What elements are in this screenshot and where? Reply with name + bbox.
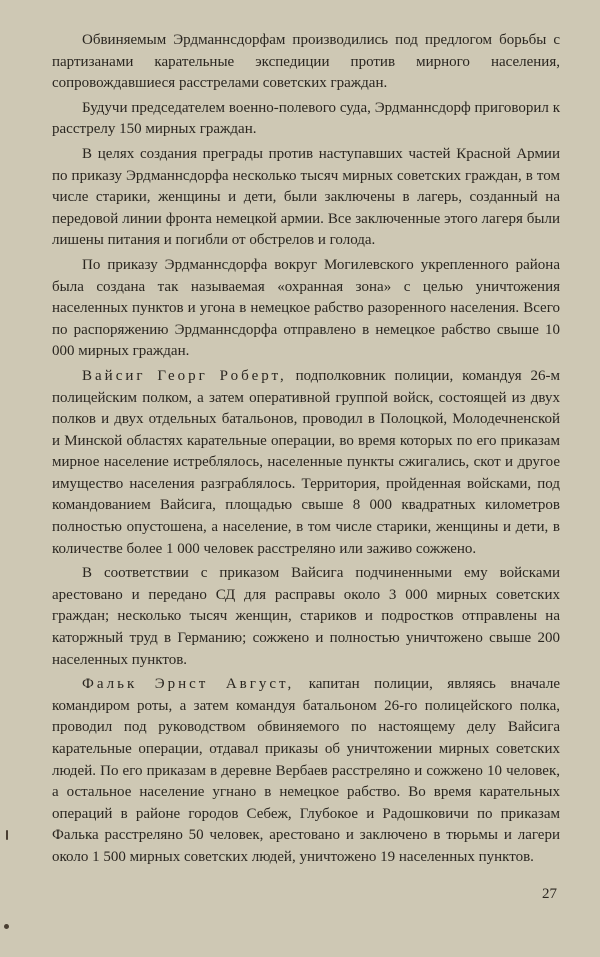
paragraph-4: [52, 255, 560, 363]
paragraph-7: [52, 674, 560, 868]
paragraph-5: [52, 366, 560, 560]
defendant-name-weissig: Вайсиг Георг Роберт,: [82, 367, 287, 384]
paragraph-6: [52, 563, 560, 671]
defendant-name-falk: Фальк Эрнст Август,: [82, 676, 295, 693]
paragraph-4-text: По приказу Эрдманнсдорфа вокруг Могилевского укрепленного района была создана так называемая «охранная зона» с целью уничтожения населенных пунктов и угона в немецкое рабство разоренного населения. Всего по распоряжению Эрдманнсдорфа отправлено в немецкое рабство свыше 10 000 мирных граждан.: [52, 256, 560, 360]
paragraph-1-text: Обвиняемым Эрдманнсдорфам производились под предлогом борьбы с партизанами карательные экспедиции против мирного населения, сопровождавшиеся расстрелами советских граждан.: [52, 32, 560, 92]
paragraph-3: [52, 144, 560, 252]
paragraph-2: [52, 98, 560, 141]
paragraph-2-text: Будучи председателем военно-полевого суда, Эрдманнсдорф приговорил к расстрелу 150 мирных граждан.: [52, 99, 560, 138]
paragraph-3-text: В целях создания преграды против наступавших частей Красной Армии по приказу Эрдманнсдорфа несколько тысяч мирных советских граждан, в том числе старики, женщины и дети, были заключены в лагерь, созданный на передовой линии фронта немецкой армии. Все заключенные этого лагеря были лишены питания и погибли от обстрелов и голода.: [52, 145, 560, 249]
paragraph-5-text: подполковник полиции, командуя 26-м полицейским полком, а затем оперативной группой войск, состоящей из двух полков и двух отдельных батальонов, проводил в Полоцкой, Молодечненской и Минской областях карательные операции, во время которых по его приказам мирное население истреблялось, населенные пункты сжигались, скот и другое имущество населения разграблялось. Территория, пройденная войсками, под командованием Вайсига, площадью свыше 8 000 квадратных километров полностью опустошена, а население, в том числе старики, женщины и дети, в количестве более 1 000 человек расстреляно или заживо сожжено.: [52, 367, 560, 557]
paragraph-7-text: капитан полиции, являясь вначале командиром роты, а затем командуя батальоном 26-го полицейского полка, проводил под руководством обвиняемого по настоящему делу Вайсига карательные операции, отдавал приказы об уничтожении мирных советских людей. По его приказам в деревне Вербаев расстреляно и сожжено 10 человек, а остальное население угнано в немецкое рабство. Во время карательных операций в районе городов Себеж, Глубокое и Радошковичи по приказам Фалька расстреляно 50 человек, арестовано и заключено в тюрьмы и лагери около 1 500 мирных советских людей, уничтожено 19 населенных пунктов.: [52, 676, 560, 865]
binding-mark: [6, 830, 8, 840]
page-number: 27: [542, 886, 557, 902]
paragraph-1: [52, 30, 560, 95]
paragraph-6-text: В соответствии с приказом Вайсига подчиненными ему войсками арестовано и передано СД для расправы около 3 000 мирных советских граждан; несколько тысяч женщин, стариков и подростков отправлены на каторжный труд в Германию; сожжено и полностью уничтожено свыше 200 населенных пунктов.: [52, 565, 560, 668]
binding-dot: [4, 924, 9, 929]
